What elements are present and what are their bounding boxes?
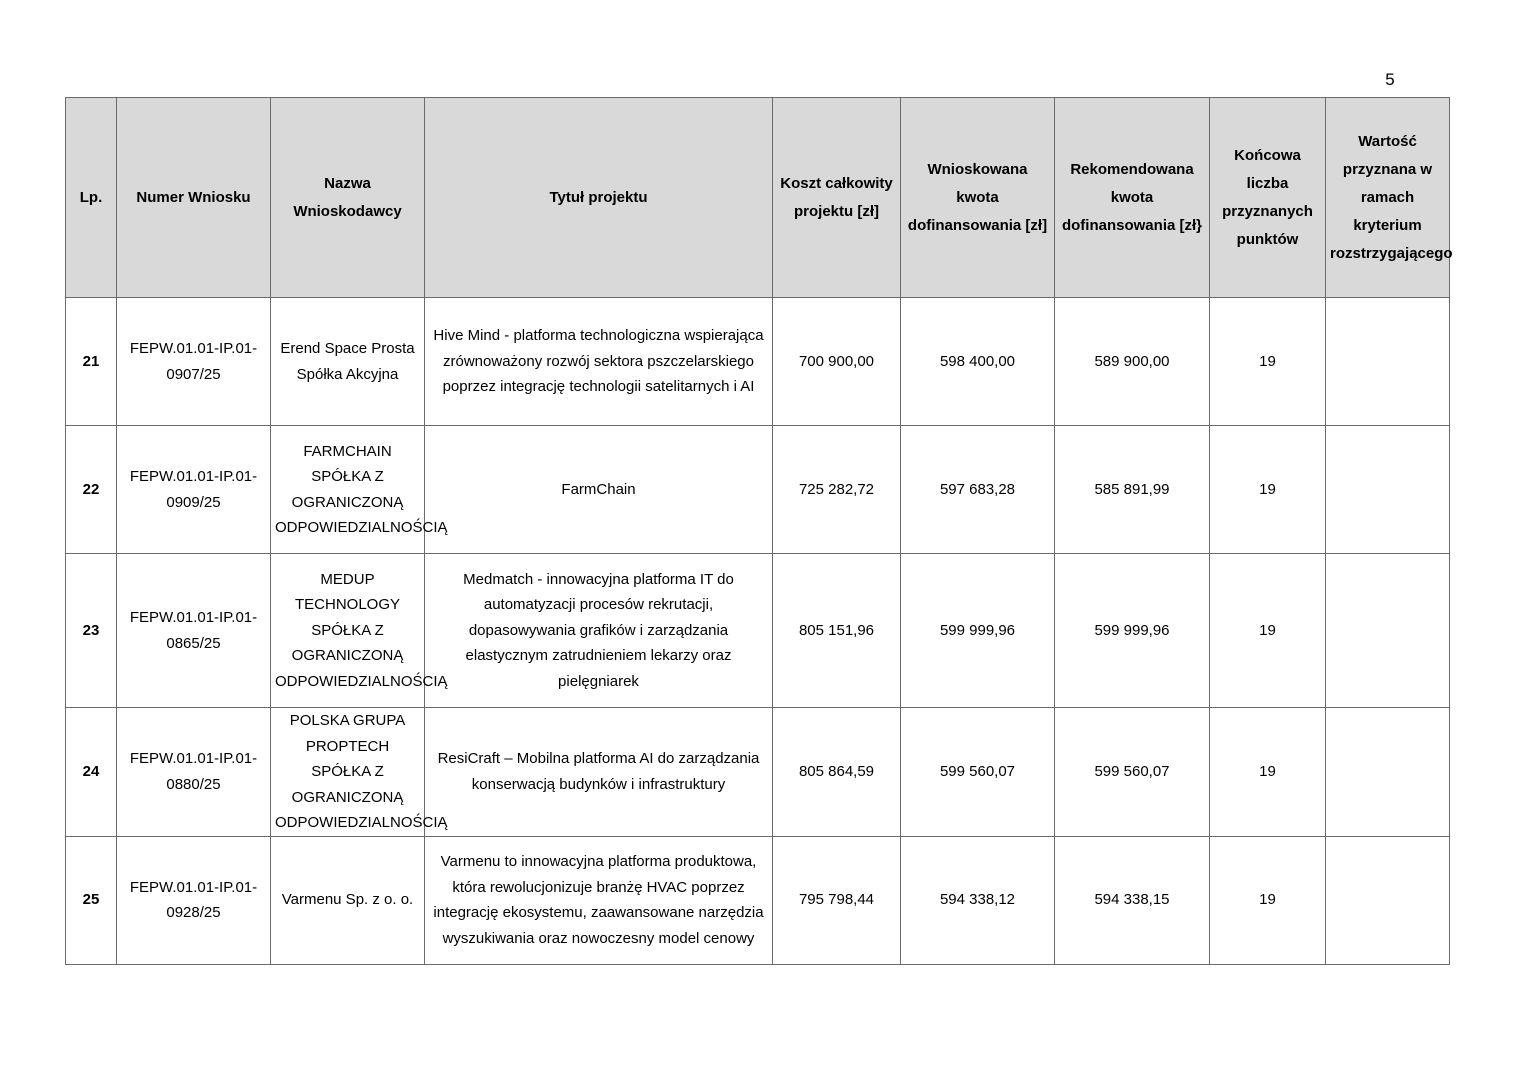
cell-koncowa-liczba-punktow: 19 — [1210, 836, 1326, 964]
cell-koszt-calkowity: 805 151,96 — [773, 554, 901, 708]
header-lp: Lp. — [66, 98, 117, 298]
page-number: 5 — [1385, 70, 1395, 89]
cell-wartosc-kryterium — [1326, 554, 1450, 708]
cell-lp: 21 — [66, 298, 117, 426]
cell-nazwa-wnioskodawcy: FARMCHAIN SPÓŁKA Z OGRANICZONĄ ODPOWIEDZIALNOŚCIĄ — [271, 426, 425, 554]
cell-koncowa-liczba-punktow: 19 — [1210, 426, 1326, 554]
cell-numer-wniosku: FEPW.01.01-IP.01-0928/25 — [117, 836, 271, 964]
table-row — [66, 836, 1450, 964]
cell-wnioskowana-kwota: 599 560,07 — [901, 708, 1055, 837]
cell-wnioskowana-kwota: 598 400,00 — [901, 298, 1055, 426]
header-nazwa-wnioskodawcy: Nazwa Wnioskodawcy — [271, 98, 425, 298]
cell-koszt-calkowity: 725 282,72 — [773, 426, 901, 554]
cell-wartosc-kryterium — [1326, 836, 1450, 964]
results-table — [65, 97, 1453, 965]
table-row — [66, 554, 1450, 708]
cell-numer-wniosku: FEPW.01.01-IP.01-0865/25 — [117, 554, 271, 708]
cell-tytul-projektu: Medmatch - innowacyjna platforma IT do automatyzacji procesów rekrutacji, dopasowywania grafików i zarządzania elastycznym zatrudnieniem lekarzy oraz pielęgniarek — [425, 554, 773, 708]
cell-lp: 23 — [66, 554, 117, 708]
cell-wartosc-kryterium — [1326, 708, 1450, 837]
header-rekomendowana-kwota: Rekomendowana kwota dofinansowania [zł} — [1055, 98, 1210, 298]
cell-nazwa-wnioskodawcy: MEDUP TECHNOLOGY SPÓŁKA Z OGRANICZONĄ ODPOWIEDZIALNOŚCIĄ — [271, 554, 425, 708]
cell-koncowa-liczba-punktow: 19 — [1210, 554, 1326, 708]
cell-wartosc-kryterium — [1326, 298, 1450, 426]
header-tytul-projektu: Tytuł projektu — [425, 98, 773, 298]
cell-numer-wniosku: FEPW.01.01-IP.01-0909/25 — [117, 426, 271, 554]
header-wartosc-kryterium: Wartość przyznana w ramach kryterium rozstrzygającego — [1326, 98, 1450, 298]
cell-rekomendowana-kwota: 599 999,96 — [1055, 554, 1210, 708]
table-header-row — [66, 98, 1450, 298]
cell-rekomendowana-kwota: 599 560,07 — [1055, 708, 1210, 837]
header-koncowa-liczba-punktow: Końcowa liczba przyznanych punktów — [1210, 98, 1326, 298]
cell-wnioskowana-kwota: 597 683,28 — [901, 426, 1055, 554]
cell-tytul-projektu: Hive Mind - platforma technologiczna wspierająca zrównoważony rozwój sektora pszczelarskiego poprzez integrację technologii satelitarnych i AI — [425, 298, 773, 426]
cell-wnioskowana-kwota: 594 338,12 — [901, 836, 1055, 964]
cell-nazwa-wnioskodawcy: Erend Space Prosta Spółka Akcyjna — [271, 298, 425, 426]
cell-lp: 25 — [66, 836, 117, 964]
cell-tytul-projektu: Varmenu to innowacyjna platforma produktowa, która rewolucjonizuje branżę HVAC poprzez integrację ekosystemu, zaawansowane narzędzia wyszukiwania oraz nowoczesny model cenowy — [425, 836, 773, 964]
cell-nazwa-wnioskodawcy: Varmenu Sp. z o. o. — [271, 836, 425, 964]
cell-koszt-calkowity: 700 900,00 — [773, 298, 901, 426]
cell-koszt-calkowity: 795 798,44 — [773, 836, 901, 964]
cell-lp: 24 — [66, 708, 117, 837]
cell-wnioskowana-kwota: 599 999,96 — [901, 554, 1055, 708]
cell-numer-wniosku: FEPW.01.01-IP.01-0880/25 — [117, 708, 271, 837]
cell-tytul-projektu: ResiCraft – Mobilna platforma AI do zarządzania konserwacją budynków i infrastruktury — [425, 708, 773, 837]
cell-nazwa-wnioskodawcy: POLSKA GRUPA PROPTECH SPÓŁKA Z OGRANICZONĄ ODPOWIEDZIALNOŚCIĄ — [271, 708, 425, 837]
cell-rekomendowana-kwota: 589 900,00 — [1055, 298, 1210, 426]
cell-tytul-projektu: FarmChain — [425, 426, 773, 554]
header-koszt-calkowity: Koszt całkowity projektu [zł] — [773, 98, 901, 298]
cell-rekomendowana-kwota: 594 338,15 — [1055, 836, 1210, 964]
header-numer-wniosku: Numer Wniosku — [117, 98, 271, 298]
table-row — [66, 426, 1450, 554]
header-wnioskowana-kwota: Wnioskowana kwota dofinansowania [zł] — [901, 98, 1055, 298]
cell-koncowa-liczba-punktow: 19 — [1210, 298, 1326, 426]
table-row — [66, 708, 1450, 837]
cell-koszt-calkowity: 805 864,59 — [773, 708, 901, 837]
cell-lp: 22 — [66, 426, 117, 554]
cell-koncowa-liczba-punktow: 19 — [1210, 708, 1326, 837]
cell-rekomendowana-kwota: 585 891,99 — [1055, 426, 1210, 554]
table-row — [66, 298, 1450, 426]
cell-wartosc-kryterium — [1326, 426, 1450, 554]
cell-numer-wniosku: FEPW.01.01-IP.01-0907/25 — [117, 298, 271, 426]
